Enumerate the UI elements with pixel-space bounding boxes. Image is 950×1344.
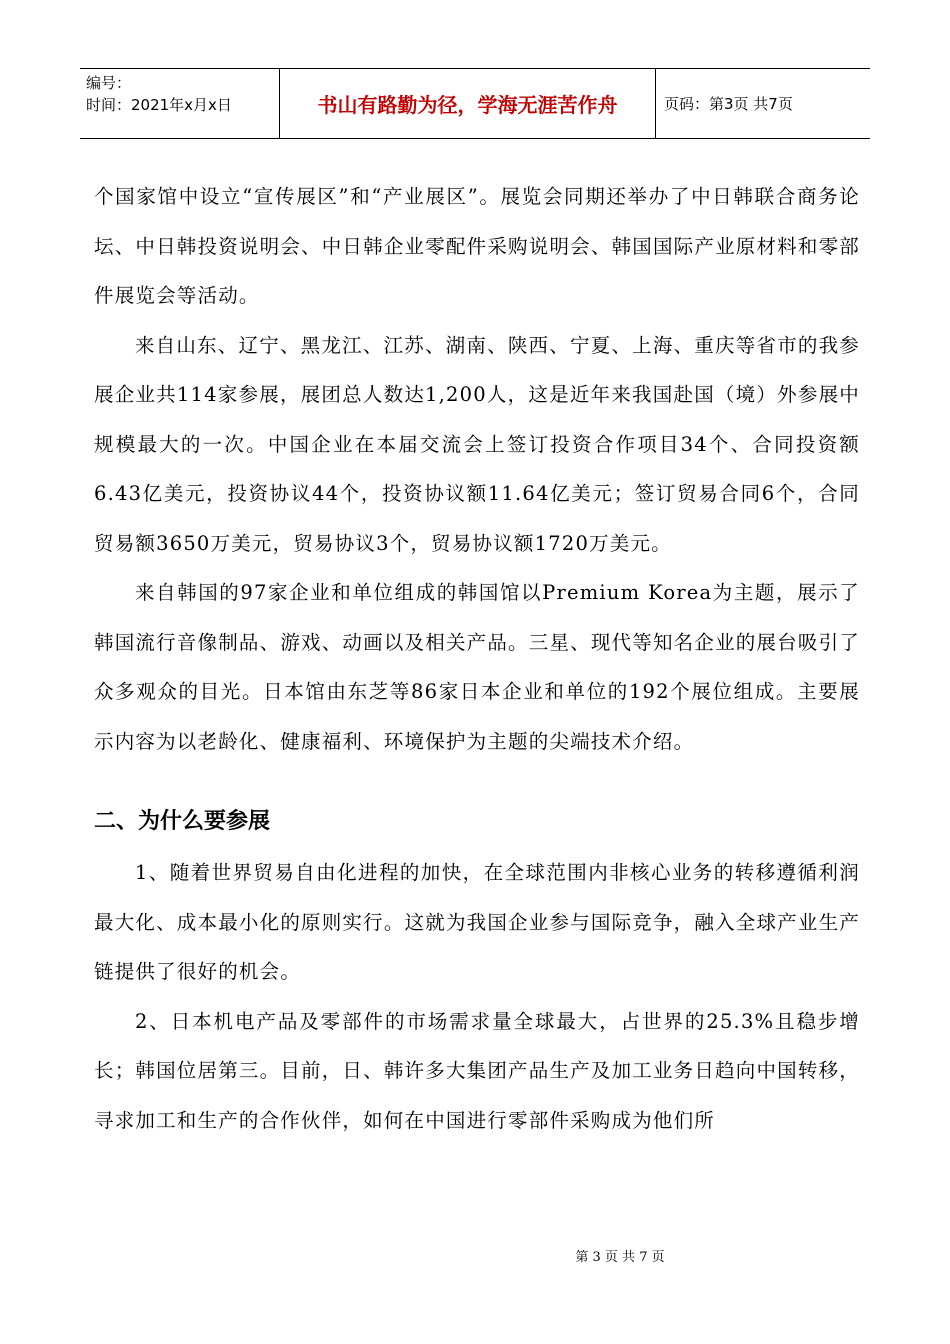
header-page-info: 页码：第3页 共7页	[664, 95, 793, 113]
section-paragraph: 1、随着世界贸易自由化进程的加快，在全球范围内非核心业务的转移遵循利润最大化、成本最小化的原则实行。这就为我国企业参与国际竞争，融入全球产业生产链提供了很好的机会。	[94, 861, 860, 983]
section-heading: 二、为什么要参展	[94, 809, 271, 834]
page-header	[80, 68, 870, 139]
page-footer: 第 3 页 共 7 页	[575, 1250, 665, 1265]
section-paragraph: 2、日本机电产品及零部件的市场需求量全球最大，占世界的25.3%且稳步增长；韩国位居第三。目前，日、韩许多大集团产品生产及加工业务日趋向中国转移，寻求加工和生产的合作伙伴，如何在中国进行零部件采购成为他们所	[94, 1009, 860, 1132]
paragraph: 来自韩国的97家企业和单位组成的韩国馆以Premium Korea为主题，展示了韩国流行音像制品、游戏、动画以及相关产品。三星、现代等知名企业的展台吸引了众多观众的目光。日本馆由东芝等86家日本企业和单位的192个展位组成。主要展示内容为以老龄化、健康福利、环境保护为主题的尖端技术介绍。	[94, 581, 860, 753]
paragraph-continuation: 个国家馆中设立“宣传展区”和“产业展区”。展览会同期还举办了中日韩联合商务论坛、中日韩投资说明会、中日韩企业零配件采购说明会、韩国国际产业原材料和零部件展览会等活动。	[94, 185, 860, 307]
number-label: 编号：	[86, 74, 132, 92]
document-body	[94, 172, 860, 1145]
header-meta	[80, 69, 280, 138]
paragraph: 来自山东、辽宁、黑龙江、江苏、湖南、陕西、宁夏、上海、重庆等省市的我参展企业共114家参展，展团总人数达1,200人，这是近年来我国赴国（境）外参展中规模最大的一次。中国企业在本届交流会上签订投资合作项目34个、合同投资额6.43亿美元，投资协议44个，投资协议额11.64亿美元；签订贸易合同6个，合同贸易额3650万美元，贸易协议3个，贸易协议额1720万美元。	[94, 333, 860, 555]
date-label: 时间：2021年x月x日	[86, 96, 232, 114]
header-motto: 书山有路勤为径，学海无涯苦作舟	[280, 69, 656, 138]
